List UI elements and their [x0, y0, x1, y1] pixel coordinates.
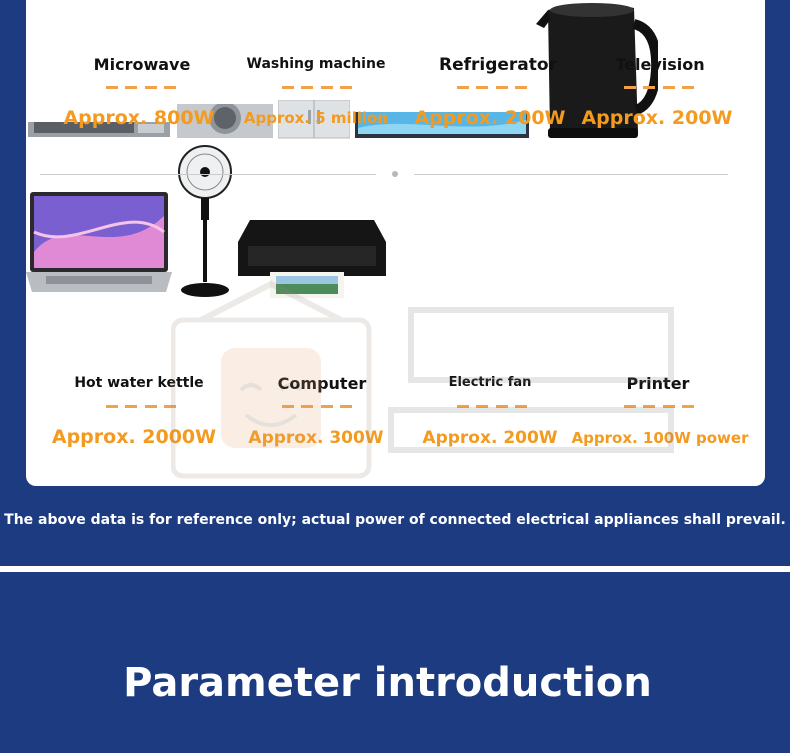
appliance-label: Computer	[277, 374, 367, 393]
reference-note: The above data is for reference only; actual power of connected electrical appliances shall prevail.	[4, 512, 786, 528]
dash-divider	[282, 405, 352, 408]
appliance-label: Hot water kettle	[74, 375, 204, 391]
power-value: Approx. 800W	[63, 107, 215, 129]
appliance-label: Television	[615, 55, 705, 74]
dash-divider	[282, 86, 352, 89]
divider-dot	[392, 171, 398, 177]
appliance-label: Printer	[626, 374, 690, 393]
fan-icon	[177, 144, 233, 302]
dash-divider	[624, 405, 694, 408]
appliance-label: Washing machine	[246, 56, 386, 72]
appliance-label: Refrigerator	[439, 55, 557, 75]
power-value: Approx. 200W	[422, 428, 558, 448]
printer-icon	[238, 220, 386, 302]
appliance-card	[26, 0, 765, 486]
section-separator	[0, 566, 790, 572]
dash-divider	[457, 405, 527, 408]
dash-divider	[106, 405, 176, 408]
laptop-icon	[26, 192, 172, 302]
appliance-label: Microwave	[93, 55, 191, 74]
appliance-label: Electric fan	[448, 375, 532, 390]
power-value: Approx. 2000W	[51, 426, 217, 448]
dash-divider	[106, 86, 176, 89]
dash-divider	[624, 86, 694, 89]
power-value: Approx. 5 million	[243, 109, 389, 127]
section-title: Parameter introduction	[123, 660, 652, 706]
section-divider	[40, 174, 376, 175]
power-value: Approx. 200W	[581, 107, 733, 129]
power-value: Approx. 300W	[248, 428, 384, 448]
power-value: Approx. 100W power	[571, 429, 749, 447]
power-value: Approx. 200W	[414, 107, 566, 129]
dash-divider	[457, 86, 527, 89]
section-divider	[414, 174, 728, 175]
